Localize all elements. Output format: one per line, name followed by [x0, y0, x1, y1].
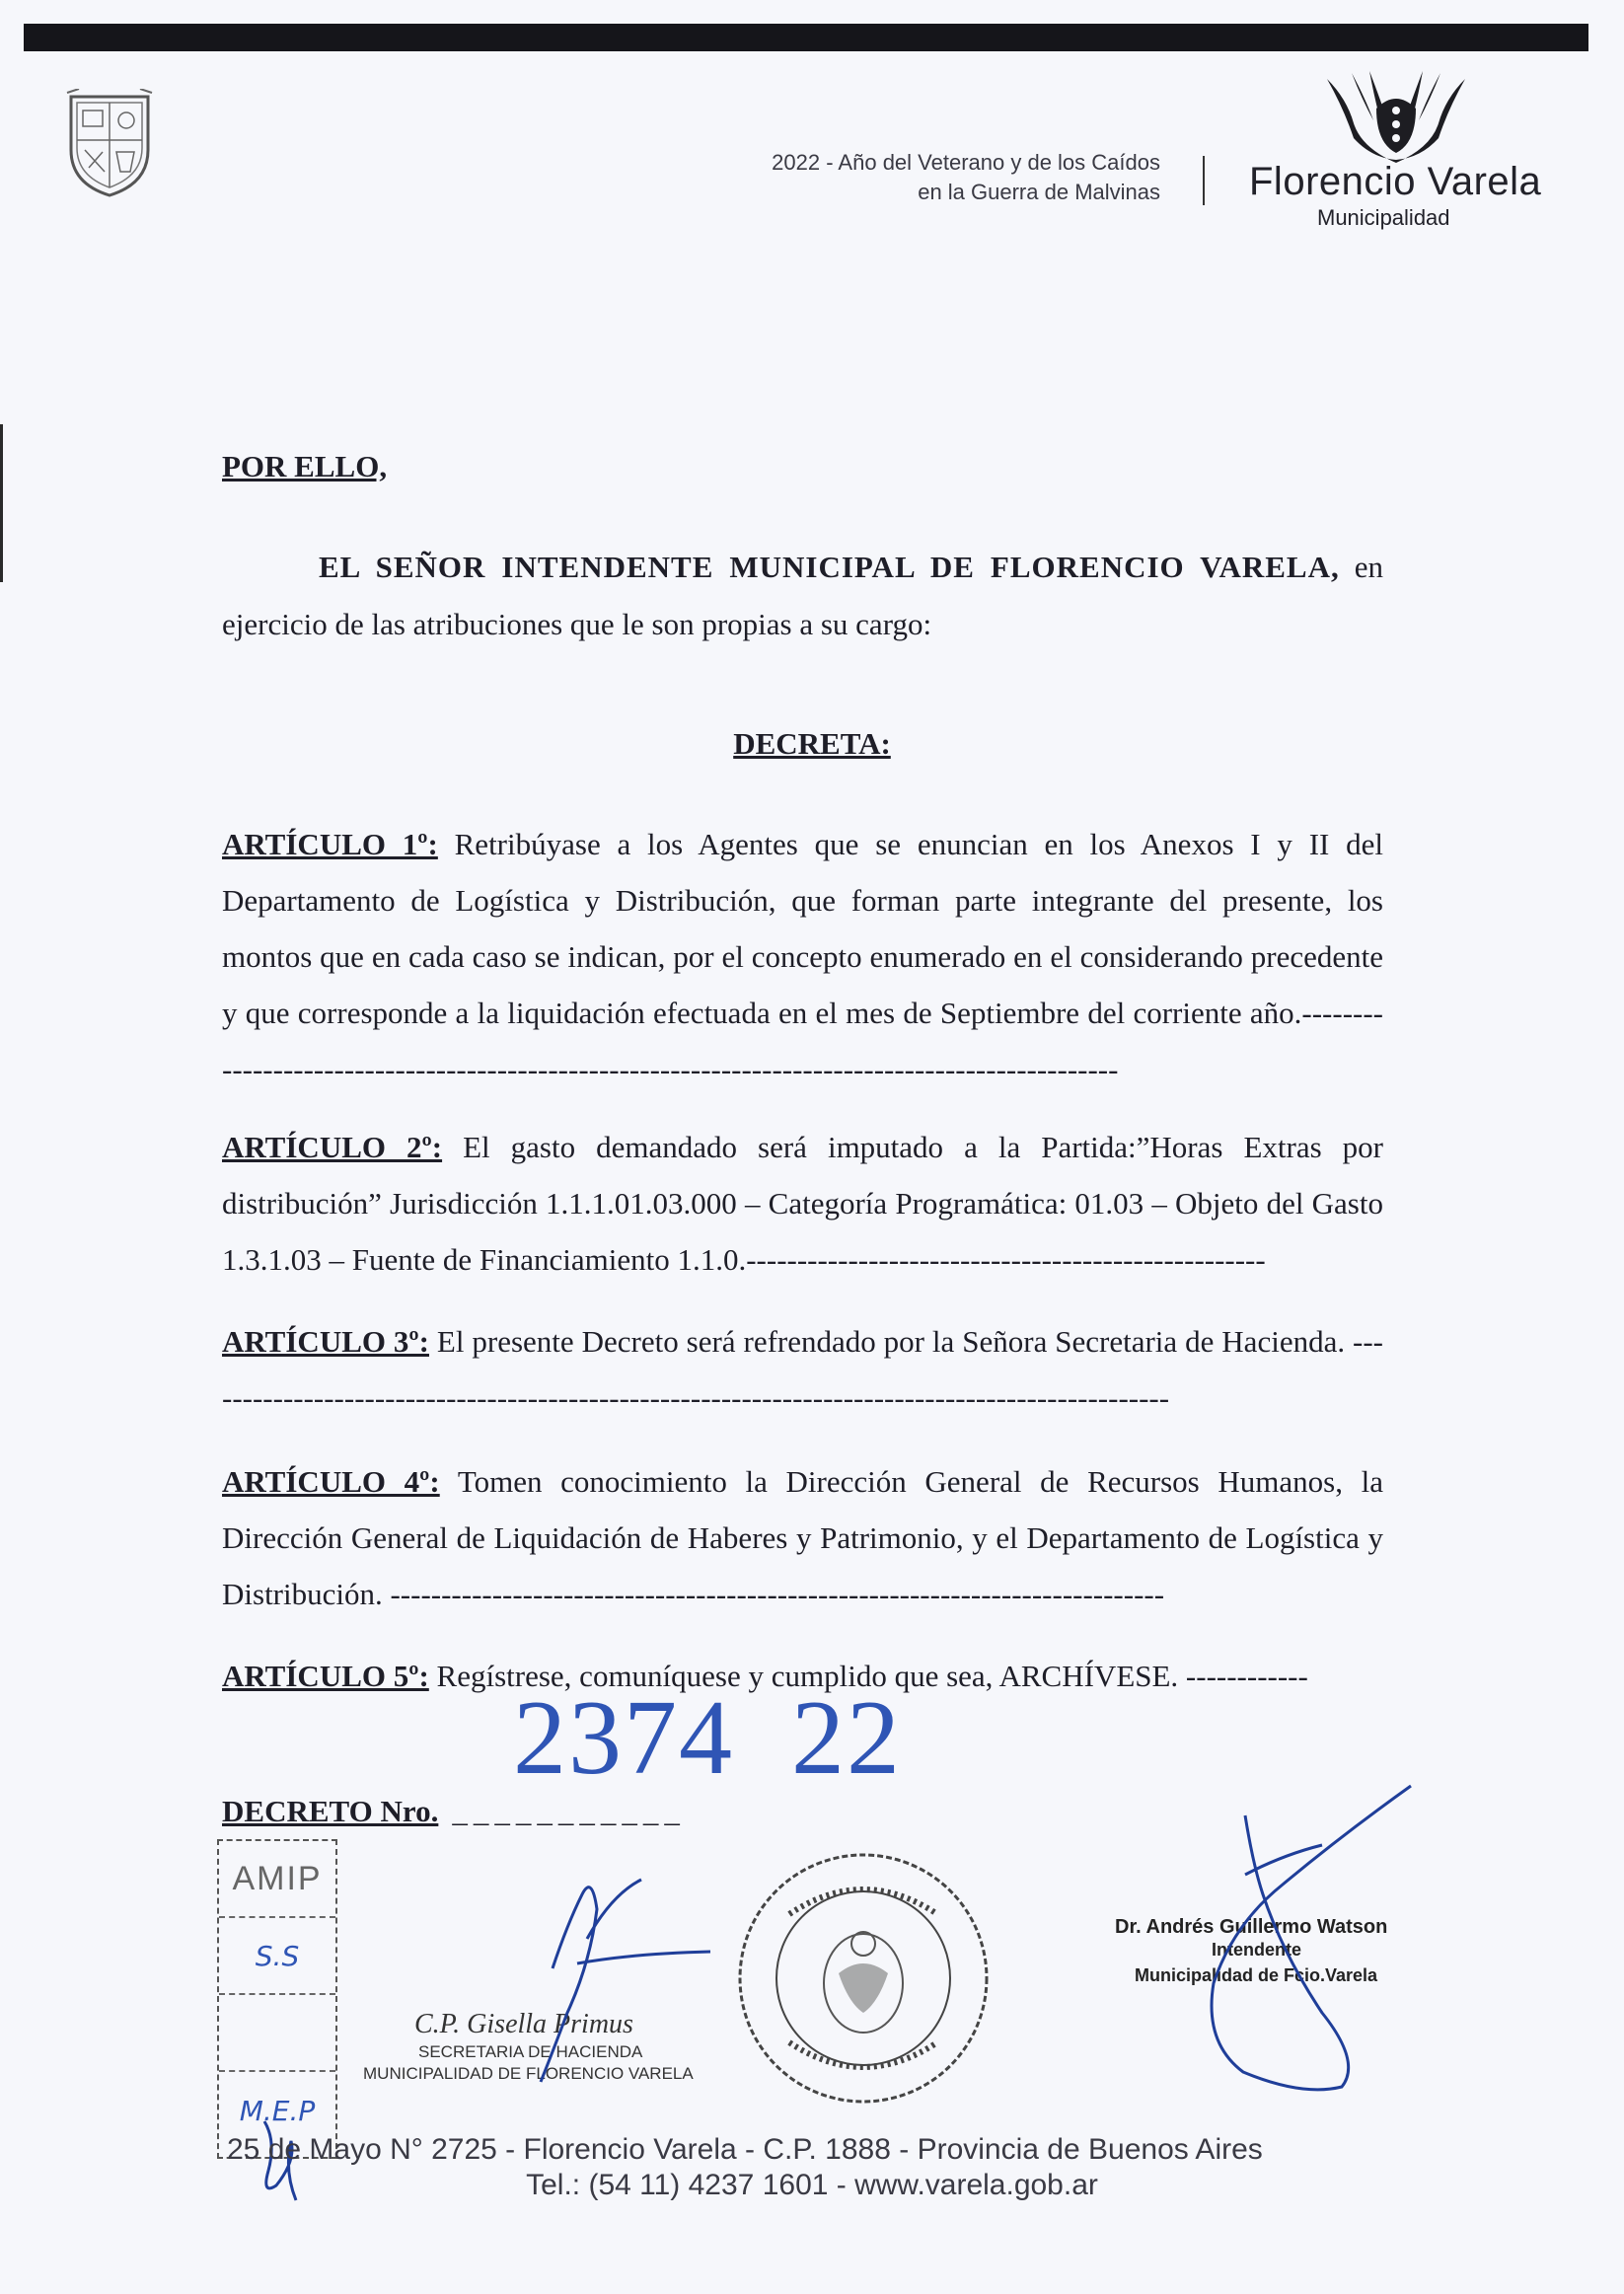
top-border-bar	[24, 24, 1588, 51]
official-seal-icon	[730, 1845, 997, 2111]
article-2-text: El gasto demandado será imputado a la Partida:”Horas Extras por distribución” Jurisdicción 1.1.1.01.03.000 – Categoría Programática: 01.03 – Objeto del Gasto 1.3.1.03 – Fuente de Financiamiento 1.1.0.---------------------------------------------------	[222, 1130, 1384, 1277]
article-5-label: ARTÍCULO 5º:	[222, 1659, 429, 1693]
article-3-text: El presente Decreto será refrendado por la Señora Secretaria de Hacienda. ------------------------------------------------------------------------------------------------	[222, 1324, 1383, 1415]
year-motto	[772, 148, 1160, 207]
secretary-name: C.P. Gisella Primus	[414, 2009, 633, 2039]
initials-stamp-box	[217, 1839, 337, 2159]
article-1	[222, 816, 1383, 1097]
initials-row-1	[219, 1841, 335, 1918]
intro-rest-text: en ejercicio de las atribuciones que le son propias a su cargo:	[222, 550, 1383, 641]
article-4-label: ARTÍCULO 4º:	[222, 1464, 440, 1499]
initials-mep: M.E.P	[239, 2094, 316, 2127]
article-1-label: ARTÍCULO 1º:	[222, 827, 438, 861]
intendente-municipality: Municipalidad de Fcio.Varela	[1135, 1965, 1378, 1985]
article-5-text: Regístrese, comuníquese y cumplido que sea, ARCHÍVESE. ------------	[428, 1659, 1308, 1693]
intro-bold-text: EL SEÑOR INTENDENTE MUNICIPAL DE FLORENCIO VARELA,	[319, 550, 1340, 584]
year-motto-line-2: en la Guerra de Malvinas	[918, 180, 1160, 204]
decreto-blank: ___________	[452, 1794, 686, 1828]
footer-contact: Tel.: (54 11) 4237 1601 - www.varela.gob.ar	[526, 2169, 1098, 2201]
intendente-title: Intendente	[1212, 1940, 1302, 1960]
article-1-text: Retribúyase a los Agentes que se enuncian en los Anexos I y II del Departamento de Logística y Distribución, que forman parte integrante del presente, los montos que en cada caso se indican, por el concepto enumerado en el considerando precedente y que corresponde a la liquidación efectuada en el mes de Septiembre del corriente año.------------------------------------------------------------------------------------------------	[222, 827, 1383, 1086]
initials-ss: S.S	[255, 1939, 300, 1972]
year-motto-line-1: 2022 - Año del Veterano y de los Caídos	[772, 150, 1160, 175]
initials-row-2	[219, 1918, 335, 1995]
header-divider	[1203, 156, 1205, 205]
decreta-text: DECRETA:	[733, 726, 891, 761]
decreto-label: DECRETO Nro.	[222, 1794, 439, 1828]
article-4-text: Tomen conocimiento la Dirección General de Recursos Humanos, la Dirección General de Liquidación de Haberes y Patrimonio, y el Departamento de Logística y Distribución. ----------------------------------------------------------------------------	[222, 1464, 1384, 1611]
article-3	[222, 1313, 1383, 1426]
article-2-label: ARTÍCULO 2º:	[222, 1130, 443, 1164]
footer-address: 25 de Mayo N° 2725 - Florencio Varela - C.P. 1888 - Provincia de Buenos Aires	[227, 2133, 1263, 2166]
municipal-crest-icon	[65, 89, 154, 199]
article-4	[222, 1453, 1383, 1622]
scan-edge-mark	[0, 424, 3, 582]
secretary-title: SECRETARIA DE HACIENDA	[418, 2042, 643, 2061]
initials-row-3	[219, 1995, 335, 2072]
intendente-name: Dr. Andrés Guillermo Watson	[1115, 1916, 1388, 1938]
secretary-municipality: MUNICIPALIDAD DE FLORENCIO VARELA	[363, 2064, 694, 2083]
decreta-heading	[0, 726, 1624, 762]
logo-subtitle: Municipalidad	[1317, 205, 1450, 230]
article-2	[222, 1119, 1383, 1288]
decree-number-stamp: 2374 22	[513, 1679, 902, 1797]
logo-name: Florencio Varela	[1249, 160, 1542, 203]
intro-paragraph	[222, 539, 1383, 653]
florencio-varela-logo-icon	[1322, 69, 1470, 168]
por-ello-heading: POR ELLO,	[222, 449, 388, 483]
decreto-number-line	[222, 1794, 686, 1829]
article-3-label: ARTÍCULO 3º:	[222, 1324, 429, 1359]
amip-label: AMIP	[232, 1859, 323, 1897]
